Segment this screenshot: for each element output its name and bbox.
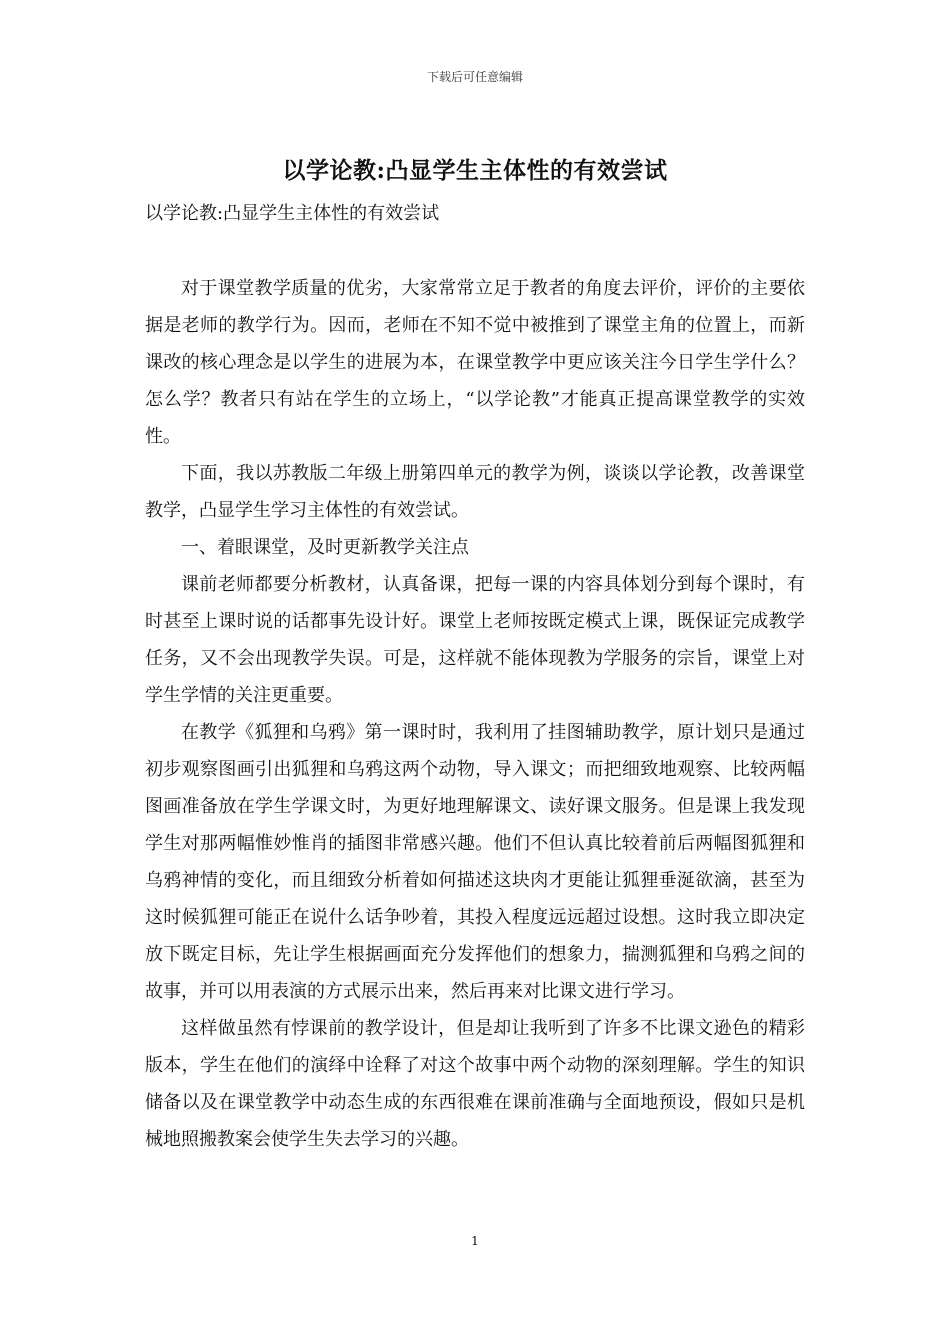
- paragraph: 课前老师都要分析教材，认真备课，把每一课的内容具体划分到每个课时，有时甚至上课时说的话都事先设计好。课堂上老师按既定模式上课，既保证完成教学任务，又不会出现教学失误。可是，这样就不能体现教为学服务的宗旨，课堂上对学生学情的关注更重要。: [145, 574, 805, 706]
- document-title: 以学论教:凸显学生主体性的有效尝试: [282, 157, 668, 184]
- page-number: 1: [471, 1234, 479, 1248]
- page-header-note: 下载后可任意编辑: [426, 70, 523, 84]
- paragraph: 这样做虽然有悖课前的教学设计，但是却让我听到了许多不比课文逊色的精彩版本，学生在他们的演绎中诠释了对这个故事中两个动物的深刻理解。学生的知识储备以及在课堂教学中动态生成的东西很难在课前准确与全面地预设，假如只是机械地照搬教案会使学生失去学习的兴趣。: [145, 1018, 805, 1150]
- document-body: [145, 270, 805, 1158]
- paragraph: 对于课堂教学质量的优劣，大家常常立足于教者的角度去评价，评价的主要依据是老师的教学行为。因而，老师在不知不觉中被推到了课堂主角的位置上，而新课改的核心理念是以学生的进展为本，在课堂教学中更应该关注今日学生学什么？怎么学？教者只有站在学生的立场上，“以学论教”才能真正提高课堂教学的实效性。: [145, 278, 805, 447]
- section-heading: 一、着眼课堂，及时更新教学关注点: [181, 537, 469, 558]
- paragraph: 在教学《狐狸和乌鸦》第一课时时，我利用了挂图辅助教学，原计划只是通过初步观察图画引出狐狸和乌鸦这两个动物，导入课文；而把细致地观察、比较两幅图画准备放在学生学课文时，为更好地理解课文、读好课文服务。但是课上我发现学生对那两幅惟妙惟肖的插图非常感兴趣。他们不但认真比较着前后两幅图狐狸和乌鸦神情的变化，而且细致分析着如何描述这块肉才更能让狐狸垂涎欲滴，甚至为这时候狐狸可能正在说什么话争吵着，其投入程度远远超过设想。这时我立即决定放下既定目标，先让学生根据画面充分发挥他们的想象力，揣测狐狸和乌鸦之间的故事，并可以用表演的方式展示出来，然后再来对比课文进行学习。: [145, 722, 805, 1002]
- document-subtitle: 以学论教:凸显学生主体性的有效尝试: [145, 203, 440, 224]
- paragraph: 下面，我以苏教版二年级上册第四单元的教学为例，谈谈以学论教，改善课堂教学，凸显学生学习主体性的有效尝试。: [145, 463, 805, 521]
